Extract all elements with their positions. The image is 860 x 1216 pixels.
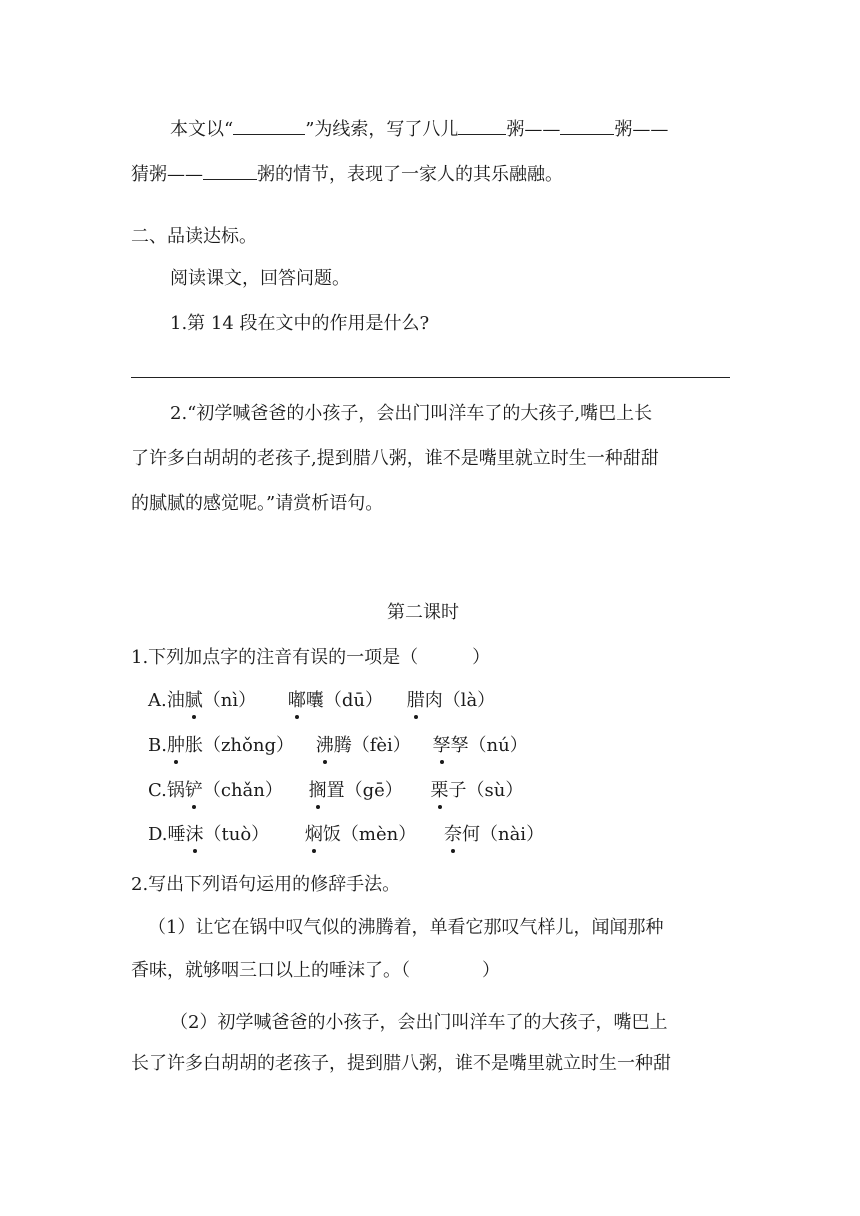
pinyin: （là）: [442, 690, 496, 711]
question-2-line-2: 了许多白胡胡的老孩子,提到腊八粥，谁不是嘴里就立时生一种甜甜: [131, 448, 659, 469]
blank-step-3[interactable]: [203, 161, 257, 180]
pinyin: （nì）: [202, 690, 257, 711]
option-a[interactable]: [148, 688, 495, 714]
word-text: 唾: [167, 824, 186, 845]
question-2-line-3: 的腻腻的感觉呢。”请赏析语句。: [131, 493, 384, 514]
dotted-char: 沸: [316, 733, 334, 759]
question-2-line-1: 2.“初学喊爸爸的小孩子，会出门叫洋车了的大孩子,嘴巴上长: [170, 403, 653, 424]
dotted-char: 肿: [167, 733, 185, 759]
dotted-char: 奈: [444, 822, 462, 848]
pinyin: （zhǒng）: [202, 735, 294, 756]
pinyin: （fèi）: [351, 735, 411, 756]
dotted-char: 搁: [309, 778, 327, 804]
sentence-1-line-2: 香味，就够咽三口以上的唾沫了。（ ）: [131, 960, 500, 981]
dotted-char: 焖: [305, 822, 323, 848]
pinyin: （nài）: [479, 824, 545, 845]
word-text: 胀: [184, 735, 203, 756]
summary-text: 猜粥——: [131, 164, 203, 185]
option-d[interactable]: [148, 822, 544, 848]
option-label: A.: [148, 690, 167, 711]
pinyin: （mèn）: [340, 824, 417, 845]
summary-text: ”为线索，写了八儿: [305, 119, 459, 140]
pinyin: （dū）: [323, 690, 383, 711]
summary-text: 粥——: [614, 119, 669, 140]
word-text: 腾: [333, 735, 352, 756]
answer-line[interactable]: [131, 377, 730, 378]
summary-line-2: [131, 161, 563, 188]
option-label: D.: [148, 824, 168, 845]
pinyin: （sù）: [466, 780, 524, 801]
pinyin: （chǎn）: [202, 780, 283, 801]
section-heading: 二、品读达标。: [131, 226, 257, 247]
dotted-char: 腊: [407, 688, 425, 714]
dotted-char: 沫: [186, 822, 204, 848]
option-b[interactable]: [148, 733, 528, 759]
summary-text: 粥——: [506, 119, 561, 140]
word-text: 锅: [166, 780, 185, 801]
summary-text: 本文以“: [170, 119, 234, 140]
dotted-char: 铲: [185, 778, 203, 804]
word-text: 何: [461, 824, 480, 845]
summary-line-1: [170, 116, 668, 143]
sentence-1-line-1: （1）让它在锅中叹气似的沸腾着，单看它那叹气样儿，闻闻那种: [148, 917, 664, 938]
mc-question-stem: 1.下列加点字的注音有误的一项是（ ）: [131, 647, 491, 668]
word-text: 子: [448, 780, 467, 801]
dotted-char: 栗: [431, 778, 449, 804]
word-text: 置: [326, 780, 345, 801]
option-label: C.: [148, 780, 167, 801]
pinyin: （gē）: [344, 780, 403, 801]
blank-step-2[interactable]: [560, 116, 614, 135]
word-text: 囔: [305, 690, 324, 711]
dotted-char: 孥: [433, 733, 451, 759]
pinyin: （tuò）: [203, 824, 270, 845]
question-1: 1.第 14 段在文中的作用是什么?: [170, 313, 430, 334]
blank-step-1[interactable]: [458, 116, 506, 135]
word-text: 油: [166, 690, 185, 711]
option-label: B.: [148, 735, 167, 756]
rhetoric-question-stem: 2.写出下列语句运用的修辞手法。: [131, 874, 401, 895]
word-text: 孥: [450, 735, 469, 756]
summary-text: 粥的情节，表现了一家人的其乐融融。: [257, 164, 563, 185]
sentence-2-line-1: （2）初学喊爸爸的小孩子，会出门叫洋车了的大孩子，嘴巴上: [170, 1012, 668, 1033]
word-text: 肉: [424, 690, 443, 711]
reading-instruction: 阅读课文，回答问题。: [170, 268, 350, 289]
pinyin: （nú）: [468, 735, 528, 756]
dotted-char: 腻: [185, 688, 203, 714]
lesson-title: 第二课时: [387, 602, 459, 623]
blank-clue[interactable]: [233, 116, 305, 135]
sentence-2-line-2: 长了许多白胡胡的老孩子，提到腊八粥，谁不是嘴里就立时生一种甜: [131, 1053, 671, 1074]
option-c[interactable]: [148, 778, 523, 804]
dotted-char: 嘟: [288, 688, 306, 714]
word-text: 饭: [322, 824, 341, 845]
